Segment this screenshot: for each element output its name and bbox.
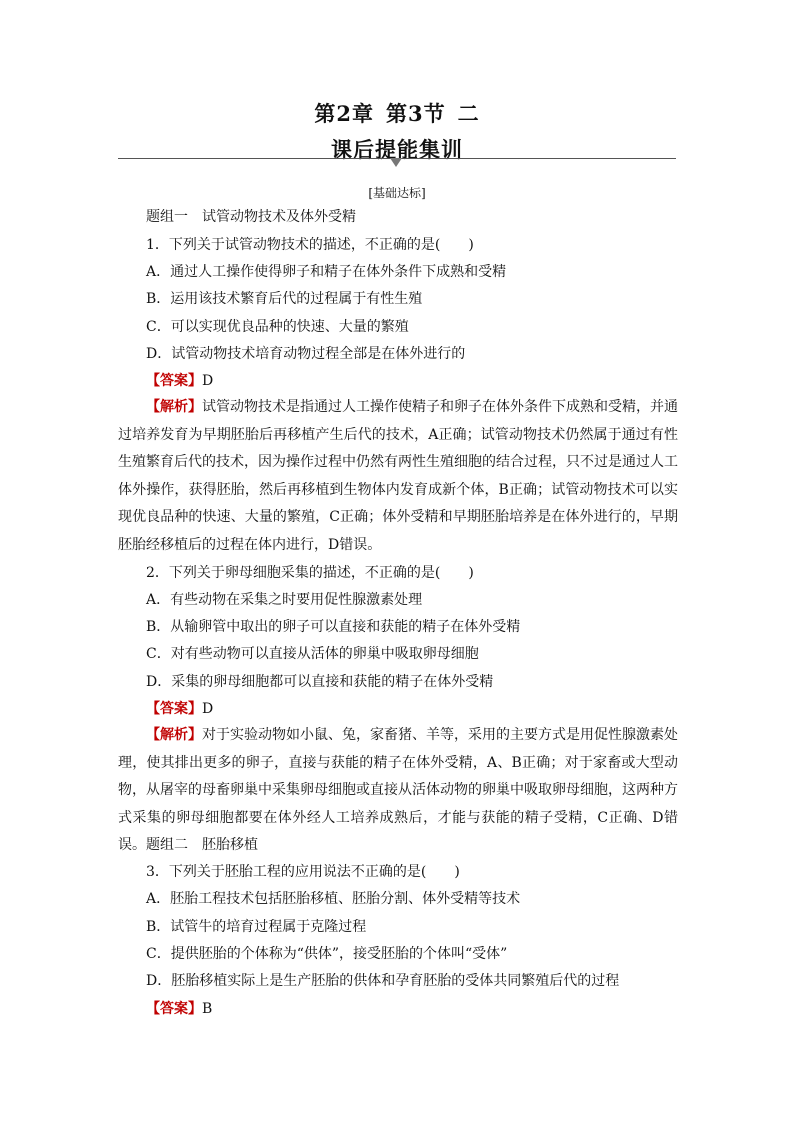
answer-value: D xyxy=(202,373,214,389)
question-option: C．提供胚胎的个体称为“供体”，接受胚胎的个体叫“受体” xyxy=(146,946,508,962)
question-option: C．对有些动物可以直接从活体的卵巢中吸取卵母细胞 xyxy=(146,646,479,662)
chapter-label: 第2章 xyxy=(314,101,374,126)
answer-tag: 【答案】 xyxy=(146,1001,202,1017)
analysis-text: 试管动物技术是指通过人工操作使精子和卵子在体外条件下成熟和受精，并通过培养发育为早期胚胎后再移植产生后代的技术，A正确；试管动物技术仍然属于通过有性生殖繁育后代的技术，因为操作过程中仍然有两性生殖细胞的结合过程，只不过是通过人工体外操作，获得胚胎，然后再移植到生物体内发育成新个体，B正确；试管动物技术可以实现优良品种的快速、大量的繁殖，C正确；体外受精和早期胚胎培养是在体外进行的，早期胚胎经移植后的过程在体内进行，D错误。 xyxy=(118,399,678,553)
answer-value: D xyxy=(202,701,214,717)
answer-value: B xyxy=(202,1001,213,1017)
answer-tag: 【答案】 xyxy=(146,373,202,389)
analysis-paragraph xyxy=(118,394,678,560)
question-option: B．运用该技术繁育后代的过程属于有性生殖 xyxy=(146,291,423,307)
question-option: D．采集的卵母细胞都可以直接和获能的精子在体外受精 xyxy=(146,674,494,690)
question-option: D．试管动物技术培育动物过程全部是在体外进行的 xyxy=(146,346,466,362)
divider-triangle-icon xyxy=(390,158,402,167)
answer-tag: 【答案】 xyxy=(146,701,202,717)
section-heading: [基础达标] xyxy=(368,186,426,200)
question-stem: 3．下列关于胚胎工程的应用说法不正确的是( ) xyxy=(146,864,460,880)
question-stem: 1．下列关于试管动物技术的描述，不正确的是( ) xyxy=(146,237,474,253)
question-stem: 2．下列关于卵母细胞采集的描述，不正确的是( ) xyxy=(146,565,474,581)
answer-line xyxy=(146,1000,212,1018)
question-option: C．可以实现优良品种的快速、大量的繁殖 xyxy=(146,319,409,335)
part-label: 二 xyxy=(457,101,480,126)
question-option: A．通过人工操作使得卵子和精子在体外条件下成熟和受精 xyxy=(146,264,507,280)
question-option: B．从输卵管中取出的卵子可以直接和获能的精子在体外受精 xyxy=(146,619,521,635)
chapter-title xyxy=(0,98,794,128)
section-label: 第3节 xyxy=(386,101,446,126)
group-title: 题组一 试管动物技术及体外受精 xyxy=(146,209,356,225)
group-title: 题组二 胚胎移植 xyxy=(146,837,258,853)
page-subtitle: 课后提能集训 xyxy=(331,137,463,162)
analysis-tag: 【解析】 xyxy=(146,399,202,415)
analysis-tag: 【解析】 xyxy=(146,727,202,743)
answer-line xyxy=(146,700,213,718)
question-option: B．试管牛的培育过程属于克隆过程 xyxy=(146,919,367,935)
answer-line xyxy=(146,372,213,390)
question-option: A．有些动物在采集之时要用促性腺激素处理 xyxy=(146,592,423,608)
question-option: A．胚胎工程技术包括胚胎移植、胚胎分割、体外受精等技术 xyxy=(146,891,521,907)
question-option: D．胚胎移植实际上是生产胚胎的供体和孕育胚胎的受体共同繁殖后代的过程 xyxy=(146,973,620,989)
analysis-text: 对于实验动物如小鼠、兔，家畜猪、羊等，采用的主要方式是用促性腺激素处理，使其排出更多的卵子，直接与获能的精子在体外受精，A、B正确；对于家畜或大型动物，从屠宰的母畜卵巢中采集卵母细胞或直接从活体动物的卵巢中吸取卵母细胞，这两种方式采集的卵母细胞都要在体外经人工培养成熟后，才能与获能的精子受精，C正确、D错误。 xyxy=(118,727,678,854)
